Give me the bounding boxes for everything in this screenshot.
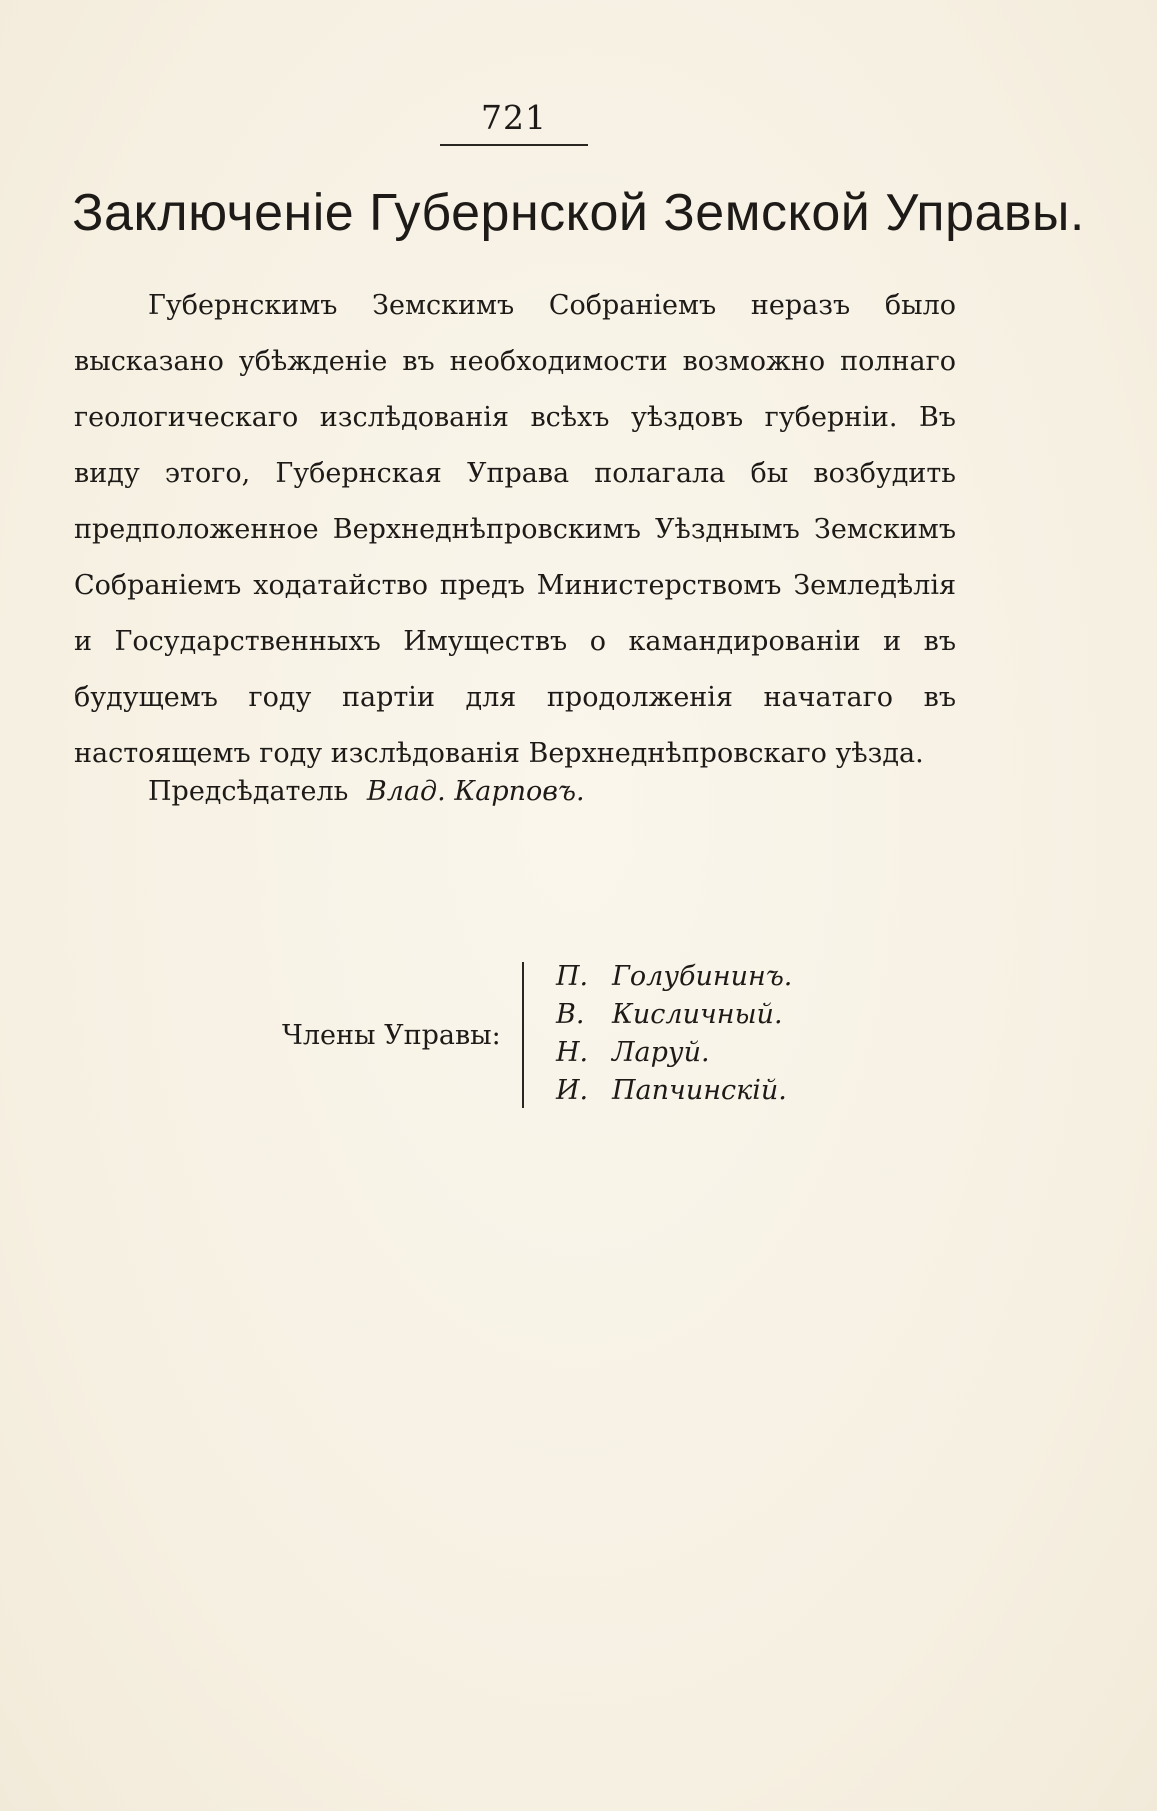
chairman-label: Предсѣдатель: [148, 776, 349, 807]
members-label: Члены Управы:: [282, 1020, 501, 1051]
member-initial: П.: [556, 961, 589, 992]
member-item: [556, 958, 792, 996]
member-item: [556, 996, 792, 1034]
member-initial: В.: [556, 999, 585, 1030]
page-number-underline: [440, 144, 588, 146]
chairman-signature: Влад. Карповъ.: [366, 776, 585, 807]
members-brace: [522, 962, 534, 1108]
member-name: Голубининъ.: [612, 961, 793, 992]
page-number: 721: [481, 98, 547, 137]
member-name: Ларуй.: [612, 1037, 710, 1068]
member-name: Папчинскій.: [612, 1075, 787, 1106]
member-item: [556, 1072, 792, 1110]
member-initial: Н.: [556, 1037, 589, 1068]
members-list: [556, 958, 792, 1110]
member-initial: И.: [556, 1075, 589, 1106]
chairman-line: [148, 766, 585, 818]
body-paragraph: Губернскимъ Земскимъ Собраніемъ неразъ было высказано убѣжденіе въ необходимости возможно полнаго геологическаго изслѣдованія всѣхъ уѣздовъ губерніи. Въ виду этого, Губернская Управа полагала бы возбудить предположенное Верхнеднѣпровскимъ Уѣзднымъ Земскимъ Собраніемъ ходатайство предъ Министерствомъ Земледѣлія и Государственныхъ Имуществъ о камандированіи и въ будущемъ году партіи для продолженія начатаго въ настоящемъ году изслѣдованія Верхнеднѣпровскаго уѣзда.: [74, 290, 956, 769]
member-name: Кисличный.: [612, 999, 783, 1030]
section-title: Заключеніе Губернской Земской Управы.: [72, 184, 1085, 242]
member-item: [556, 1034, 792, 1072]
